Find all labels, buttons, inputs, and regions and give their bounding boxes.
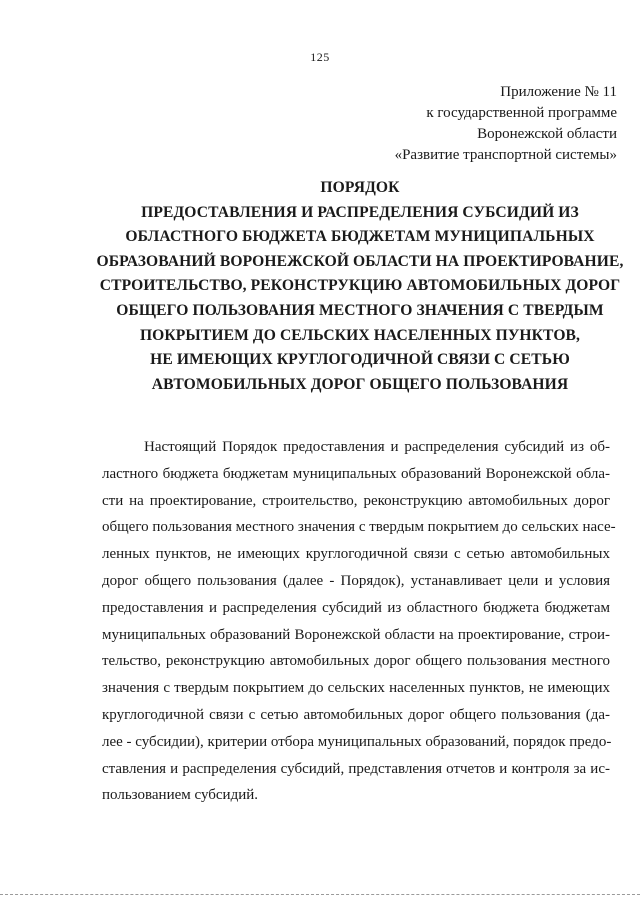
body-line: ленных пунктов, не имеющих круглогодичной связи с сетью автомобильных	[102, 546, 610, 563]
title-line: ПОРЯДОК	[320, 179, 400, 196]
title-line: ОБЩЕГО ПОЛЬЗОВАНИЯ МЕСТНОГО ЗНАЧЕНИЯ С ТВЕРДЫМ	[116, 301, 604, 319]
body-line: сти на проектирование, строительство, реконструкцию автомобильных дорог	[102, 492, 610, 509]
body-line: тельство, реконструкцию автомобильных дорог общего пользования местного	[102, 653, 610, 670]
title-line: ПОКРЫТИЕМ ДО СЕЛЬСКИХ НАСЕЛЕННЫХ ПУНКТОВ,	[139, 326, 581, 344]
body-line: лее - субсидии), критерии отбора муниципальных образований, порядок предо-	[102, 733, 612, 750]
body-line: общего пользования местного значения с твердым покрытием до сельских насе-	[102, 519, 616, 536]
body-line: значения с твердым покрытием до сельских населенных пунктов, не имеющих	[102, 680, 610, 697]
body-line: Настоящий Порядок предоставления и распределения субсидий из об-	[144, 439, 610, 455]
body-paragraph	[102, 434, 616, 809]
body-line: ластного бюджета бюджетам муниципальных образований Воронежской обла-	[102, 465, 610, 482]
title-line: СТРОИТЕЛЬСТВО, РЕКОНСТРУКЦИЮ АВТОМОБИЛЬНЫХ ДОРОГ	[99, 277, 621, 295]
body-line: дорог общего пользования (далее - Порядок), устанавливает цели и условия	[102, 572, 610, 589]
page-bottom-divider	[0, 894, 640, 895]
body-line: муниципальных образований Воронежской области на проектирование, строи-	[102, 626, 610, 643]
title-line: ОБЛАСТНОГО БЮДЖЕТА БЮДЖЕТАМ МУНИЦИПАЛЬНЫХ	[125, 228, 595, 246]
body-line: пользованием субсидий.	[102, 787, 259, 804]
appendix-line: Воронежской области	[477, 126, 617, 142]
document-title	[70, 176, 640, 397]
appendix-line: к государственной программе	[426, 105, 617, 121]
body-line: ставления и распределения субсидий, представления отчетов и контроля за ис-	[102, 760, 610, 777]
appendix-line: Приложение № 11	[500, 84, 617, 100]
body-line: предоставления и распределения субсидий из областного бюджета бюджетам	[102, 599, 610, 616]
body-line: круглогодичной связи с сетью автомобильных дорог общего пользования (да-	[102, 706, 610, 723]
title-line: АВТОМОБИЛЬНЫХ ДОРОГ ОБЩЕГО ПОЛЬЗОВАНИЯ	[151, 375, 569, 393]
title-line: НЕ ИМЕЮЩИХ КРУГЛОГОДИЧНОЙ СВЯЗИ С СЕТЬЮ	[150, 351, 570, 369]
appendix-line: «Развитие транспортной системы»	[394, 147, 617, 163]
page-number: 125	[310, 50, 330, 64]
title-line: ОБРАЗОВАНИЙ ВОРОНЕЖСКОЙ ОБЛАСТИ НА ПРОЕКТИРОВАНИЕ,	[96, 252, 624, 270]
title-line: ПРЕДОСТАВЛЕНИЯ И РАСПРЕДЕЛЕНИЯ СУБСИДИЙ ИЗ	[141, 203, 579, 221]
appendix-header	[395, 82, 617, 166]
